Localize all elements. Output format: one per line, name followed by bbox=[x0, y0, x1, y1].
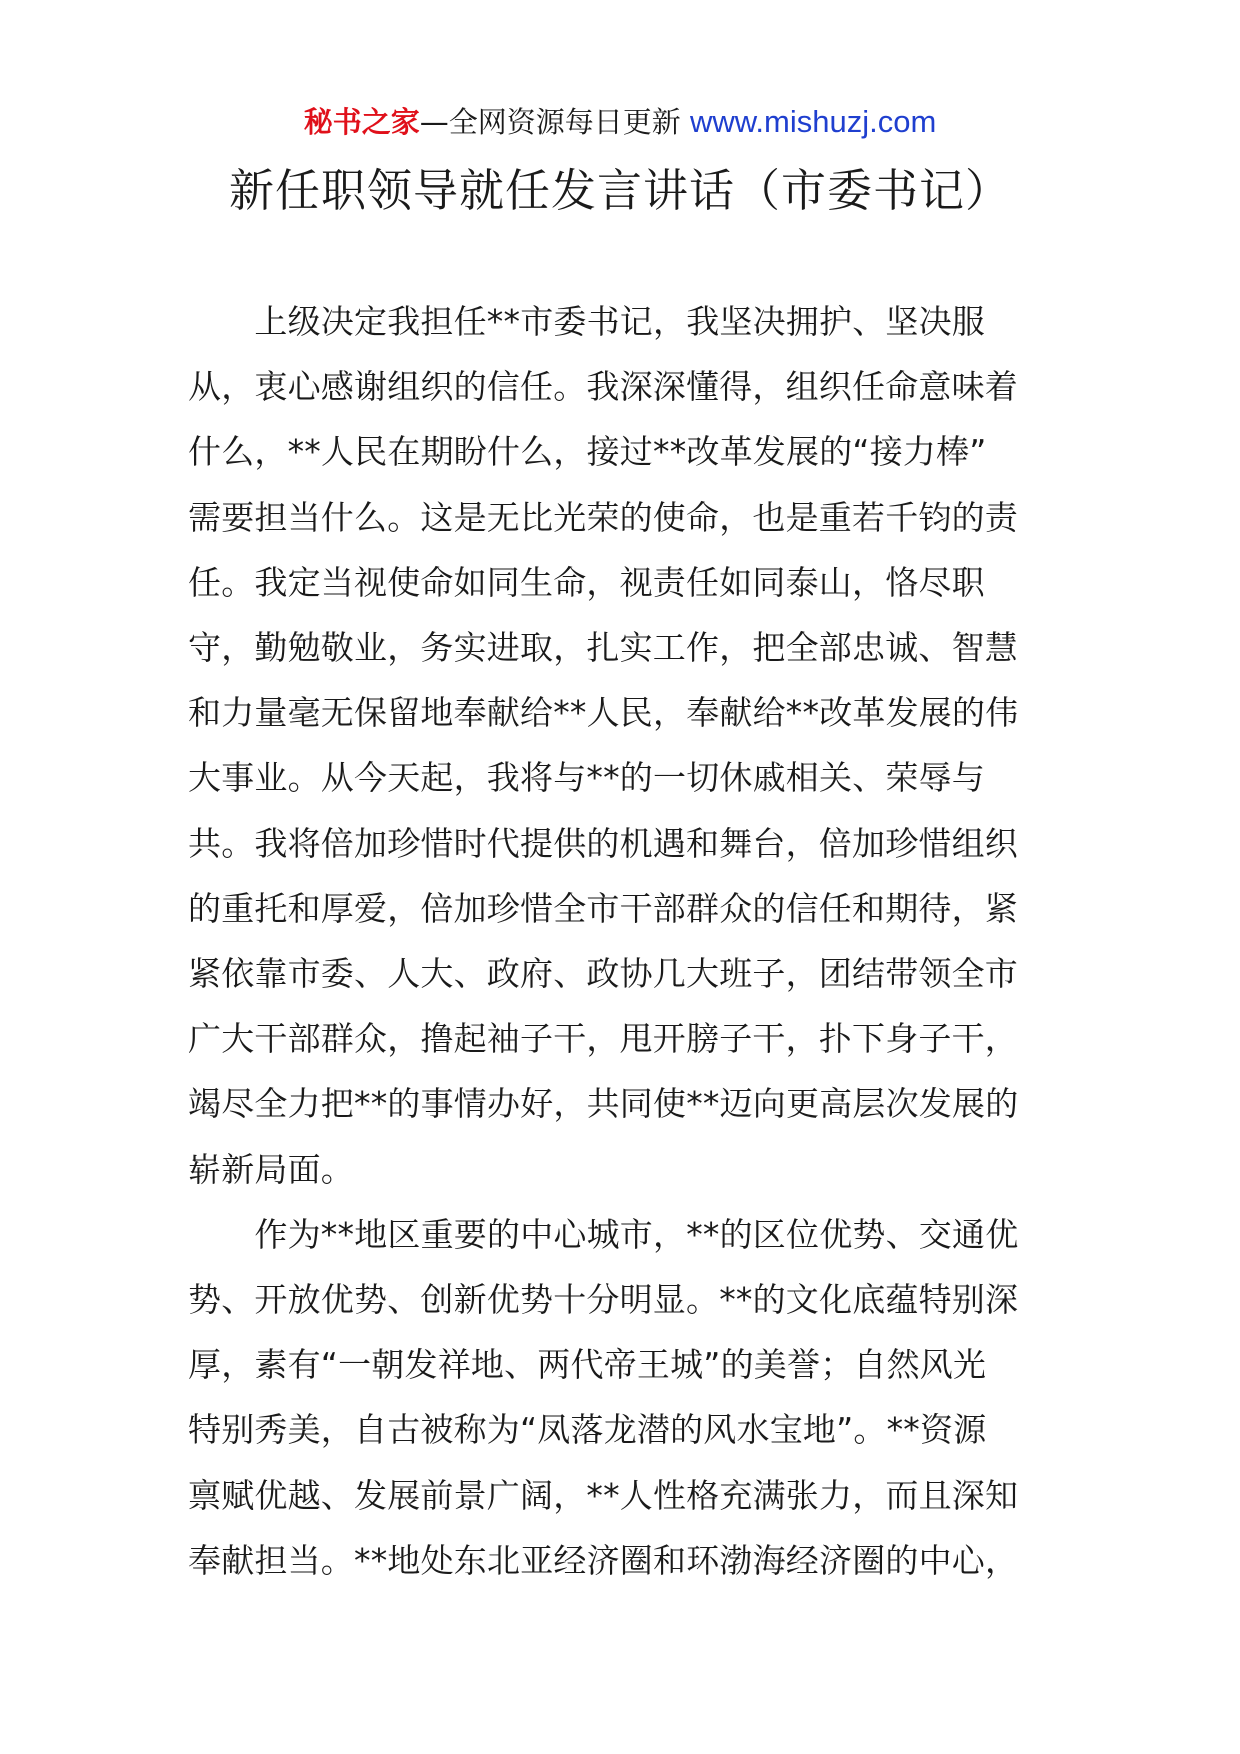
document-body bbox=[188, 289, 1058, 1593]
body-line: 竭尽全力把**的事情办好，共同使**迈向更高层次发展的 bbox=[188, 1084, 1019, 1124]
body-line: 从，衷心感谢组织的信任。我深深懂得，组织任命意味着 bbox=[188, 367, 1018, 407]
body-line: 禀赋优越、发展前景广阔，**人性格充满张力，而且深知 bbox=[188, 1475, 1019, 1515]
document-title: 新任职领导就任发言讲话（市委书记） bbox=[228, 164, 1011, 217]
site-header bbox=[0, 102, 1240, 142]
body-line: 厚，素有“一朝发祥地、两代帝王城”的美誉；自然风光 bbox=[188, 1345, 987, 1385]
body-line: 和力量毫无保留地奉献给**人民，奉献给**改革发展的伟 bbox=[188, 693, 1019, 733]
body-line: 奉献担当。**地处东北亚经济圈和环渤海经济圈的中心， bbox=[188, 1540, 1019, 1580]
site-url-link[interactable]: www.mishuzj.com bbox=[689, 104, 937, 139]
body-line: 的重托和厚爱，倍加珍惜全市干部群众的信任和期待，紧 bbox=[188, 888, 1018, 928]
body-line: 任。我定当视使命如同生命，视责任如同泰山，恪尽职 bbox=[188, 562, 985, 602]
body-line: 守，勤勉敬业，务实进取，扎实工作，把全部忠诚、智慧 bbox=[188, 628, 1018, 668]
body-line: 大事业。从今天起，我将与**的一切休戚相关、荣辱与 bbox=[188, 758, 985, 798]
body-line: 紧依靠市委、人大、政府、政协几大班子，团结带领全市 bbox=[188, 954, 1018, 994]
body-line: 势、开放优势、创新优势十分明显。**的文化底蕴特别深 bbox=[188, 1280, 1019, 1320]
body-line: 作为**地区重要的中心城市，**的区位优势、交通优 bbox=[188, 1214, 1019, 1254]
body-line: 什么，**人民在期盼什么，接过**改革发展的“接力棒” bbox=[188, 432, 987, 472]
body-line: 广大干部群众，撸起袖子干，甩开膀子干，扑下身子干， bbox=[188, 1019, 1018, 1059]
site-brand: 秘书之家 bbox=[303, 105, 420, 139]
body-line: 上级决定我担任**市委书记，我坚决拥护、坚决服 bbox=[188, 302, 985, 341]
site-slogan: —全网资源每日更新 bbox=[419, 105, 681, 139]
body-line: 特别秀美，自古被称为“凤落龙潜的风水宝地”。**资源 bbox=[188, 1410, 987, 1450]
body-line: 共。我将倍加珍惜时代提供的机遇和舞台，倍加珍惜组织 bbox=[188, 823, 1018, 863]
body-line: 需要担当什么。这是无比光荣的使命，也是重若千钧的责 bbox=[188, 497, 1018, 537]
body-line: 崭新局面。 bbox=[188, 1149, 354, 1189]
